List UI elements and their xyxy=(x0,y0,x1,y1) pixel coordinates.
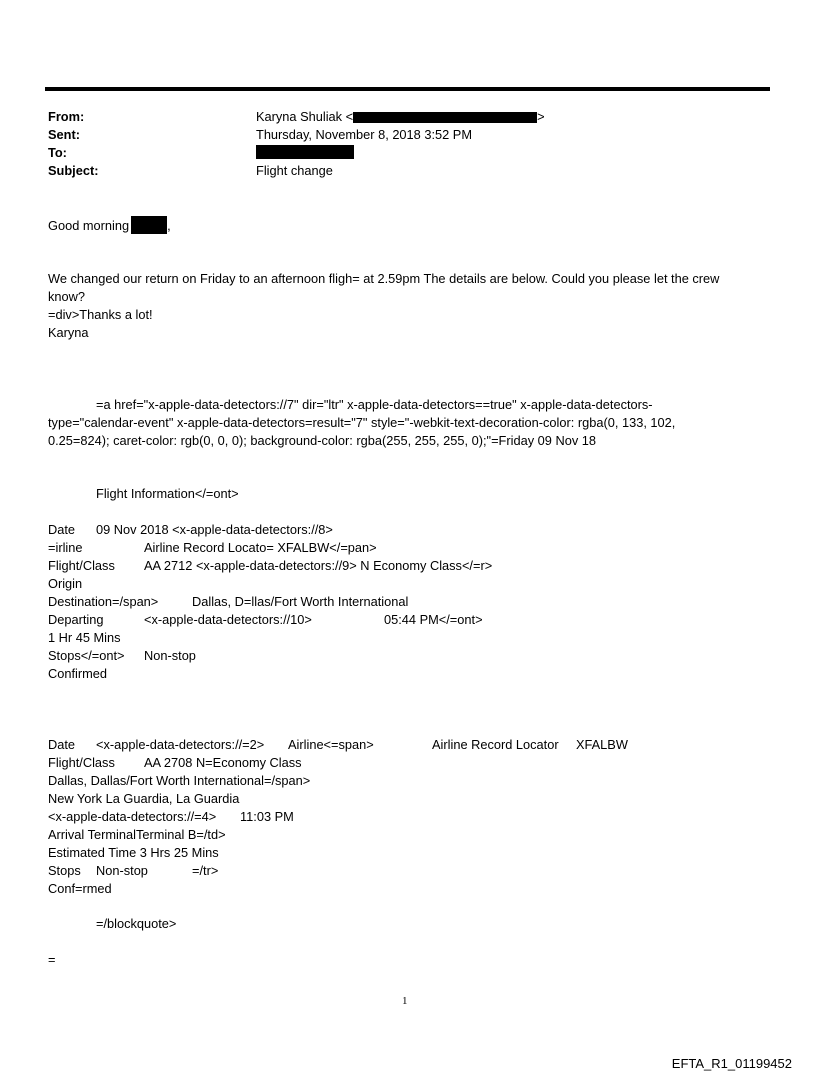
code-line-3: 0.25=824); caret-color: rgb(0, 0, 0); background-color: rgba(255, 255, 255, 0);"=Friday 09 Nov 18 xyxy=(48,433,597,448)
to-value xyxy=(256,144,354,162)
from-name: Karyna Shuliak < xyxy=(256,109,354,124)
f2-stops-tag: =/tr> xyxy=(192,863,219,878)
f1-class-label: Flight/Class xyxy=(48,558,115,573)
f1-dep-time: 05:44 PM</=ont> xyxy=(384,612,483,627)
f2-locator-value: XFALBW xyxy=(576,737,628,752)
f2-status: Conf=rmed xyxy=(48,881,112,896)
f1-status: Confirmed xyxy=(48,666,108,681)
f1-airline-label: =irline xyxy=(48,540,83,555)
f2-class-label: Flight/Class xyxy=(48,755,115,770)
greeting-comma: , xyxy=(167,218,171,233)
to-label: To: xyxy=(48,145,67,160)
f2-date-label: Date xyxy=(48,737,76,752)
code-line-1: =a href="x-apple-data-detectors://7" dir="ltr" x-apple-data-detectors==true" x-apple-data-detectors- xyxy=(96,397,653,412)
f1-airline-value: Airline Record Locato= XFALBW</=pan> xyxy=(144,540,377,555)
redaction-bar xyxy=(131,216,167,234)
f1-duration: 1 Hr 45 Mins xyxy=(48,630,121,645)
thanks-line: =div>Thanks a lot! xyxy=(48,307,153,322)
document-id: EFTA_R1_01199452 xyxy=(671,1056,792,1071)
flight-info-heading: Flight Information</=ont> xyxy=(96,486,239,501)
from-label: From: xyxy=(48,109,85,124)
header-rule xyxy=(45,87,770,91)
f2-est-line: Estimated Time 3 Hrs 25 Mins xyxy=(48,845,219,860)
redaction-bar xyxy=(353,112,537,123)
from-value xyxy=(256,108,545,126)
subject-value: Flight change xyxy=(256,163,333,178)
paragraph-line-1: We changed our return on Friday to an afternoon fligh= at 2.59pm The details are below. Could you please let the crew xyxy=(48,271,720,286)
f2-dest-line: New York La Guardia, La Guardia xyxy=(48,791,240,806)
f2-class-value: AA 2708 N=Economy Class xyxy=(144,755,302,770)
blockquote-close: =/blockquote> xyxy=(96,916,177,931)
trailing-equals: = xyxy=(48,952,56,967)
subject-label: Subject: xyxy=(48,163,99,178)
from-close: > xyxy=(537,109,545,124)
redaction-bar xyxy=(256,145,354,159)
f2-origin-line: Dallas, Dallas/Fort Worth International=/span> xyxy=(48,773,311,788)
f1-dest-value: Dallas, D=llas/Fort Worth International xyxy=(192,594,409,609)
page-number: 1 xyxy=(402,995,408,1007)
sent-value: Thursday, November 8, 2018 3:52 PM xyxy=(256,127,472,142)
f1-stops-label: Stops</=ont> xyxy=(48,648,125,663)
f1-dep-label: Departing xyxy=(48,612,104,627)
f1-class-value: AA 2712 <x-apple-data-detectors://9> N Economy Class</=r> xyxy=(144,558,493,573)
f1-origin-label: Origin xyxy=(48,576,83,591)
f2-stops-label: Stops xyxy=(48,863,81,878)
f1-date-label: Date xyxy=(48,522,76,537)
f2-stops-value: Non-stop xyxy=(96,863,148,878)
f1-dep-value: <x-apple-data-detectors://10> xyxy=(144,612,312,627)
f2-arr-detector: <x-apple-data-detectors://=4> xyxy=(48,809,217,824)
f2-airline-label: Airline<=span> xyxy=(288,737,374,752)
f1-stops-value: Non-stop xyxy=(144,648,196,663)
code-line-2: type="calendar-event" x-apple-data-detectors=result="7" style="-webkit-text-decoration-color: rgba(0, 133, 102, xyxy=(48,415,676,430)
f2-terminal-line: Arrival TerminalTerminal B=/td> xyxy=(48,827,226,842)
signature: Karyna xyxy=(48,325,89,340)
f2-date-value: <x-apple-data-detectors://=2> xyxy=(96,737,265,752)
f1-date-value: 09 Nov 2018 <x-apple-data-detectors://8> xyxy=(96,522,333,537)
paragraph-line-2: know? xyxy=(48,289,85,304)
greeting-text: Good morning xyxy=(48,218,130,233)
greeting xyxy=(48,216,171,235)
f1-dest-label: Destination=/span> xyxy=(48,594,159,609)
f2-arr-time: 11:03 PM xyxy=(240,809,294,824)
sent-label: Sent: xyxy=(48,127,80,142)
f2-locator-label: Airline Record Locator xyxy=(432,737,559,752)
